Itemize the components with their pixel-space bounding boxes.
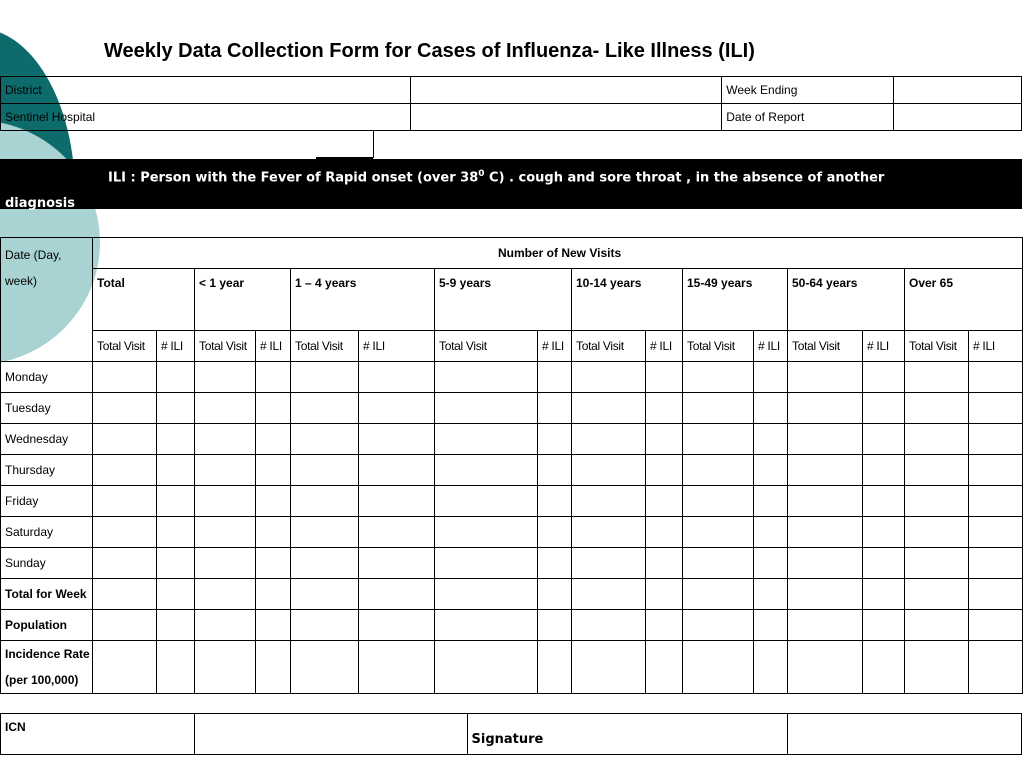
ili-cell[interactable] [359, 486, 435, 517]
total-visit-cell[interactable] [291, 486, 359, 517]
ili-cell[interactable] [863, 486, 905, 517]
ili-cell[interactable] [359, 548, 435, 579]
table-row [1, 486, 1023, 517]
total-visit-cell[interactable] [905, 486, 969, 517]
total-visit-cell[interactable] [788, 393, 863, 424]
weekly-visits-table [0, 237, 1023, 694]
ili-cell[interactable] [863, 362, 905, 393]
sentinel-hospital-field[interactable] [410, 104, 722, 131]
ili-cell[interactable] [256, 393, 291, 424]
total-visit-cell[interactable] [572, 486, 646, 517]
total-visit-cell[interactable] [93, 517, 157, 548]
total-visit-cell[interactable] [572, 393, 646, 424]
ili-cell[interactable] [538, 517, 572, 548]
ili-cell[interactable] [754, 362, 788, 393]
total-visit-cell[interactable] [93, 610, 157, 641]
subheader-ili: # ILI [538, 331, 572, 362]
ili-cell[interactable] [256, 641, 291, 694]
total-visit-cell[interactable] [788, 641, 863, 694]
total-visit-cell[interactable] [195, 424, 256, 455]
table-row [1, 362, 1023, 393]
ili-cell[interactable] [646, 610, 683, 641]
total-visit-cell[interactable] [195, 362, 256, 393]
subheader-total-visit: Total Visit [905, 331, 969, 362]
subheader-ili: # ILI [646, 331, 683, 362]
total-visit-cell[interactable] [572, 641, 646, 694]
row-label: Population [1, 610, 93, 641]
total-visit-cell[interactable] [683, 486, 754, 517]
date-label-line2: week) [5, 274, 38, 288]
footer-table [0, 713, 1022, 755]
total-visit-cell[interactable] [435, 548, 538, 579]
ili-cell[interactable] [646, 393, 683, 424]
total-visit-cell[interactable] [291, 393, 359, 424]
ili-cell[interactable] [754, 393, 788, 424]
ili-cell[interactable] [538, 424, 572, 455]
row-label-line: Incidence Rate [5, 647, 90, 661]
row-label: Total for Week [1, 579, 93, 610]
total-visit-cell[interactable] [788, 362, 863, 393]
ili-cell[interactable] [969, 393, 1023, 424]
ili-cell[interactable] [359, 362, 435, 393]
header-info-table [0, 76, 1022, 131]
total-visit-cell[interactable] [93, 424, 157, 455]
table-row [1, 393, 1023, 424]
total-visit-cell[interactable] [195, 579, 256, 610]
subheader-total-visit: Total Visit [572, 331, 646, 362]
total-visit-cell[interactable] [435, 486, 538, 517]
table-row [1, 610, 1023, 641]
banner-superscript: 0 [478, 169, 485, 179]
ili-cell[interactable] [863, 579, 905, 610]
district-field[interactable] [410, 77, 722, 104]
total-visit-cell[interactable] [435, 641, 538, 694]
row-label: Friday [1, 486, 93, 517]
total-visit-cell[interactable] [93, 579, 157, 610]
ili-cell[interactable] [538, 393, 572, 424]
age-group-header: 1 – 4 years [291, 269, 435, 331]
ili-cell[interactable] [538, 455, 572, 486]
ili-cell[interactable] [754, 548, 788, 579]
total-visit-cell[interactable] [572, 362, 646, 393]
ili-cell[interactable] [863, 455, 905, 486]
ili-cell[interactable] [157, 486, 195, 517]
number-new-visits-header: Number of New Visits [93, 238, 1023, 269]
age-group-header: Over 65 [905, 269, 1023, 331]
ili-cell[interactable] [646, 486, 683, 517]
age-group-header: Total [93, 269, 195, 331]
ili-cell[interactable] [359, 610, 435, 641]
table-row [1, 548, 1023, 579]
total-visit-cell[interactable] [291, 579, 359, 610]
total-visit-cell[interactable] [93, 641, 157, 694]
banner-text-line2: diagnosis [5, 196, 75, 212]
total-visit-cell[interactable] [683, 362, 754, 393]
ili-cell[interactable] [538, 362, 572, 393]
row-label [1, 641, 93, 694]
ili-cell[interactable] [256, 486, 291, 517]
total-visit-cell[interactable] [291, 362, 359, 393]
ili-cell[interactable] [863, 424, 905, 455]
ili-cell[interactable] [646, 579, 683, 610]
ili-cell[interactable] [646, 362, 683, 393]
total-visit-cell[interactable] [195, 641, 256, 694]
ili-cell[interactable] [863, 548, 905, 579]
total-visit-cell[interactable] [195, 548, 256, 579]
ili-cell[interactable] [646, 424, 683, 455]
ili-cell[interactable] [157, 455, 195, 486]
ili-cell[interactable] [863, 641, 905, 694]
ili-cell[interactable] [538, 486, 572, 517]
ili-cell[interactable] [538, 610, 572, 641]
total-visit-cell[interactable] [291, 424, 359, 455]
total-visit-cell[interactable] [93, 393, 157, 424]
ili-cell[interactable] [359, 455, 435, 486]
total-visit-cell[interactable] [435, 424, 538, 455]
age-group-header: 5-9 years [435, 269, 572, 331]
total-visit-cell[interactable] [435, 610, 538, 641]
subheader-ili: # ILI [256, 331, 291, 362]
ili-cell[interactable] [359, 393, 435, 424]
total-visit-cell[interactable] [905, 517, 969, 548]
total-visit-cell[interactable] [905, 548, 969, 579]
total-visit-cell[interactable] [905, 610, 969, 641]
ili-cell[interactable] [754, 486, 788, 517]
total-visit-cell[interactable] [788, 579, 863, 610]
icn-label: ICN [1, 714, 195, 755]
total-visit-cell[interactable] [291, 548, 359, 579]
ili-cell[interactable] [863, 517, 905, 548]
ili-cell[interactable] [863, 393, 905, 424]
total-visit-cell[interactable] [572, 548, 646, 579]
total-visit-cell[interactable] [683, 517, 754, 548]
ili-cell[interactable] [969, 455, 1023, 486]
total-visit-cell[interactable] [683, 641, 754, 694]
ili-cell[interactable] [256, 455, 291, 486]
ili-cell[interactable] [359, 517, 435, 548]
ili-cell[interactable] [157, 517, 195, 548]
ili-cell[interactable] [157, 579, 195, 610]
ili-cell[interactable] [646, 641, 683, 694]
subheader-total-visit: Total Visit [195, 331, 256, 362]
total-visit-cell[interactable] [683, 424, 754, 455]
ili-cell[interactable] [969, 641, 1023, 694]
table-row [1, 455, 1023, 486]
date-label-line1: Date (Day, [5, 248, 62, 262]
subheader-ili: # ILI [863, 331, 905, 362]
total-visit-cell[interactable] [195, 393, 256, 424]
ili-cell[interactable] [969, 486, 1023, 517]
ili-cell[interactable] [538, 548, 572, 579]
age-group-header: 15-49 years [683, 269, 788, 331]
total-visit-cell[interactable] [683, 610, 754, 641]
total-visit-cell[interactable] [683, 393, 754, 424]
total-visit-cell[interactable] [435, 393, 538, 424]
total-visit-cell[interactable] [291, 610, 359, 641]
table-row [1, 517, 1023, 548]
week-ending-field[interactable] [894, 77, 1022, 104]
date-day-week-header [1, 238, 93, 362]
ili-cell[interactable] [256, 424, 291, 455]
ili-cell[interactable] [754, 424, 788, 455]
ili-cell[interactable] [754, 641, 788, 694]
ili-cell[interactable] [969, 362, 1023, 393]
ili-cell[interactable] [256, 362, 291, 393]
subheader-total-visit: Total Visit [435, 331, 538, 362]
icn-field[interactable] [194, 714, 467, 755]
ili-cell[interactable] [256, 610, 291, 641]
ili-cell[interactable] [646, 517, 683, 548]
row-label: Wednesday [1, 424, 93, 455]
subheader-ili: # ILI [754, 331, 788, 362]
total-visit-cell[interactable] [195, 610, 256, 641]
age-group-header: 10-14 years [572, 269, 683, 331]
subheader-ili: # ILI [359, 331, 435, 362]
sentinel-hospital-label: Sentinel Hospital [1, 104, 411, 131]
ili-cell[interactable] [969, 517, 1023, 548]
ili-cell[interactable] [157, 393, 195, 424]
total-visit-cell[interactable] [905, 641, 969, 694]
total-visit-cell[interactable] [905, 393, 969, 424]
total-visit-cell[interactable] [905, 362, 969, 393]
ili-cell[interactable] [969, 579, 1023, 610]
ili-cell[interactable] [646, 548, 683, 579]
total-visit-cell[interactable] [683, 548, 754, 579]
ili-cell[interactable] [538, 579, 572, 610]
ili-cell[interactable] [863, 610, 905, 641]
total-visit-cell[interactable] [93, 486, 157, 517]
row-label-line: (per 100,000) [5, 673, 79, 687]
ili-cell[interactable] [157, 424, 195, 455]
subheader-ili: # ILI [969, 331, 1023, 362]
ili-cell[interactable] [256, 579, 291, 610]
total-visit-cell[interactable] [93, 548, 157, 579]
total-visit-cell[interactable] [788, 424, 863, 455]
ili-cell[interactable] [646, 455, 683, 486]
subheader-total-visit: Total Visit [291, 331, 359, 362]
ili-cell[interactable] [157, 641, 195, 694]
ili-definition-banner [0, 159, 1022, 212]
total-visit-cell[interactable] [788, 517, 863, 548]
blank-box [0, 131, 374, 158]
row-label: Saturday [1, 517, 93, 548]
week-ending-label: Week Ending [722, 77, 894, 104]
table-row [1, 641, 1023, 694]
total-visit-cell[interactable] [788, 486, 863, 517]
total-visit-cell[interactable] [195, 517, 256, 548]
subheader-total-visit: Total Visit [788, 331, 863, 362]
ili-cell[interactable] [754, 610, 788, 641]
subheader-total-visit: Total Visit [93, 331, 157, 362]
banner-text-start: ILI : Person with the Fever of Rapid onset (over 38 [108, 170, 479, 186]
subheader-total-visit: Total Visit [683, 331, 754, 362]
ili-cell[interactable] [359, 641, 435, 694]
total-visit-cell[interactable] [291, 455, 359, 486]
row-label: Monday [1, 362, 93, 393]
ili-cell[interactable] [969, 424, 1023, 455]
total-visit-cell[interactable] [572, 610, 646, 641]
ili-cell[interactable] [969, 610, 1023, 641]
signature-label: Signature [467, 714, 788, 755]
ili-cell[interactable] [359, 579, 435, 610]
total-visit-cell[interactable] [435, 517, 538, 548]
total-visit-cell[interactable] [93, 362, 157, 393]
age-group-header: < 1 year [195, 269, 291, 331]
total-visit-cell[interactable] [435, 579, 538, 610]
ili-cell[interactable] [157, 362, 195, 393]
table-row [1, 579, 1023, 610]
total-visit-cell[interactable] [905, 455, 969, 486]
total-visit-cell[interactable] [435, 362, 538, 393]
ili-cell[interactable] [754, 455, 788, 486]
district-label: District [1, 77, 411, 104]
banner-text-end: C) . cough and sore throat , in the absence of another [484, 170, 885, 186]
row-label: Thursday [1, 455, 93, 486]
total-visit-cell[interactable] [195, 486, 256, 517]
ili-cell[interactable] [157, 548, 195, 579]
total-visit-cell[interactable] [93, 455, 157, 486]
ili-cell[interactable] [256, 517, 291, 548]
total-visit-cell[interactable] [788, 548, 863, 579]
date-of-report-field[interactable] [894, 104, 1022, 131]
total-visit-cell[interactable] [788, 455, 863, 486]
total-visit-cell[interactable] [435, 455, 538, 486]
total-visit-cell[interactable] [683, 455, 754, 486]
row-label: Sunday [1, 548, 93, 579]
ili-cell[interactable] [256, 548, 291, 579]
total-visit-cell[interactable] [291, 517, 359, 548]
total-visit-cell[interactable] [905, 424, 969, 455]
ili-cell[interactable] [754, 517, 788, 548]
total-visit-cell[interactable] [195, 455, 256, 486]
total-visit-cell[interactable] [788, 610, 863, 641]
ili-cell[interactable] [969, 548, 1023, 579]
date-of-report-label: Date of Report [722, 104, 894, 131]
form-title: Weekly Data Collection Form for Cases of Influenza- Like Illness (ILI) [104, 40, 755, 62]
ili-cell[interactable] [359, 424, 435, 455]
total-visit-cell[interactable] [683, 579, 754, 610]
age-group-header: 50-64 years [788, 269, 905, 331]
total-visit-cell[interactable] [905, 579, 969, 610]
total-visit-cell[interactable] [572, 424, 646, 455]
ili-cell[interactable] [157, 610, 195, 641]
table-row [1, 424, 1023, 455]
total-visit-cell[interactable] [572, 579, 646, 610]
total-visit-cell[interactable] [291, 641, 359, 694]
signature-field[interactable] [788, 714, 1022, 755]
ili-cell[interactable] [754, 579, 788, 610]
row-label: Tuesday [1, 393, 93, 424]
total-visit-cell[interactable] [572, 455, 646, 486]
ili-cell[interactable] [538, 641, 572, 694]
total-visit-cell[interactable] [572, 517, 646, 548]
subheader-ili: # ILI [157, 331, 195, 362]
